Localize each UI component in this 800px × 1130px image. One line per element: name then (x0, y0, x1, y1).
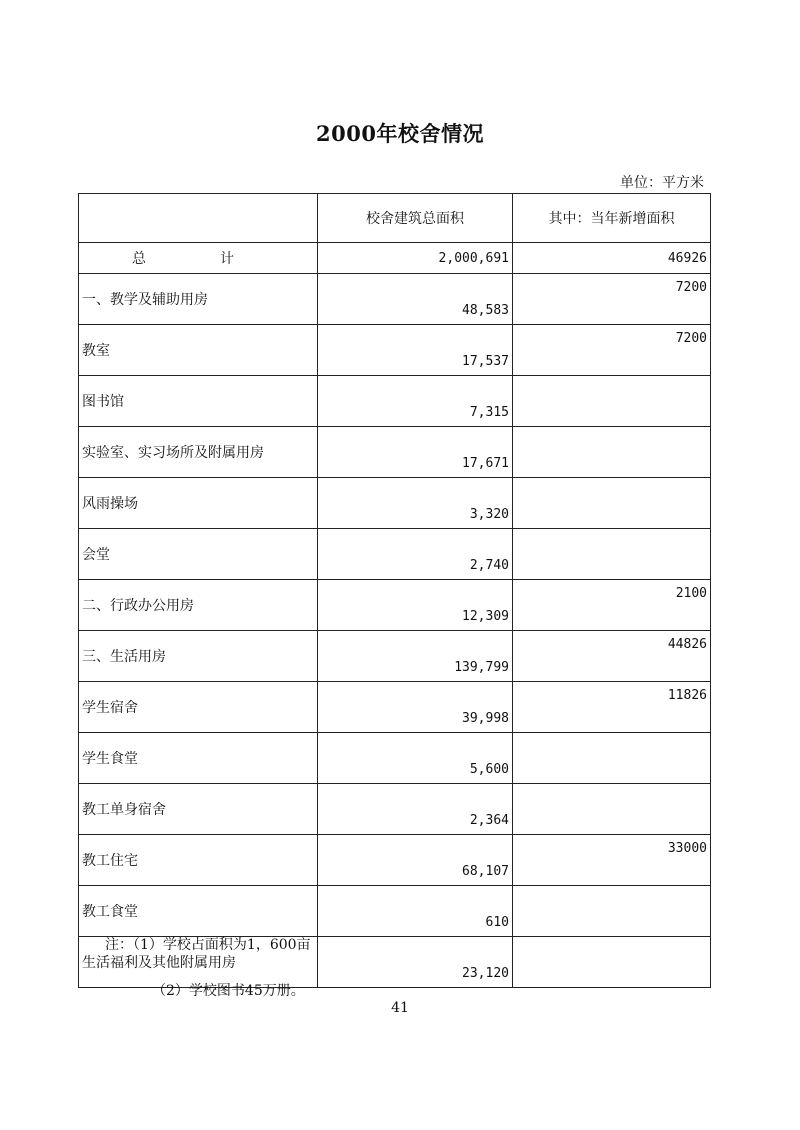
row-label: 学生食堂 (79, 733, 318, 784)
row-label: 总 计 (79, 243, 318, 274)
row-total-area: 3,320 (318, 478, 513, 529)
table-row (79, 733, 711, 784)
page-number: 41 (391, 1000, 409, 1016)
campus-buildings-table (78, 193, 711, 988)
row-new-area: 7200 (513, 325, 711, 376)
row-label: 三、生活用房 (79, 631, 318, 682)
table-row (79, 529, 711, 580)
row-total-area: 610 (318, 886, 513, 937)
table-header-row (79, 194, 711, 243)
table-row (79, 243, 711, 274)
row-label: 教工食堂 (79, 886, 318, 937)
table-row (79, 631, 711, 682)
row-new-area (513, 376, 711, 427)
row-new-area: 46926 (513, 243, 711, 274)
row-new-area (513, 478, 711, 529)
row-label: 学生宿舍 (79, 682, 318, 733)
row-label: 生活福利及其他附属用房 (79, 937, 318, 988)
header-blank (79, 194, 318, 243)
row-total-area: 7,315 (318, 376, 513, 427)
table-row (79, 376, 711, 427)
row-new-area (513, 784, 711, 835)
row-new-area: 11826 (513, 682, 711, 733)
row-new-area (513, 937, 711, 988)
row-label: 二、行政办公用房 (79, 580, 318, 631)
row-label: 一、教学及辅助用房 (79, 274, 318, 325)
row-label: 教工单身宿舍 (79, 784, 318, 835)
row-new-area (513, 529, 711, 580)
row-label: 会堂 (79, 529, 318, 580)
row-total-area: 139,799 (318, 631, 513, 682)
row-total-area: 23,120 (318, 937, 513, 988)
row-label: 图书馆 (79, 376, 318, 427)
row-total-area: 2,740 (318, 529, 513, 580)
unit-label: 单位：平方米 (620, 175, 704, 191)
header-total-area: 校舍建筑总面积 (318, 194, 513, 243)
row-total-area: 48,583 (318, 274, 513, 325)
row-new-area (513, 886, 711, 937)
row-new-area: 7200 (513, 274, 711, 325)
table-row (79, 886, 711, 937)
row-total-area: 68,107 (318, 835, 513, 886)
page-title: 2000年校舍情况 (316, 121, 484, 146)
table-row (79, 478, 711, 529)
row-total-area: 5,600 (318, 733, 513, 784)
row-new-area: 33000 (513, 835, 711, 886)
row-new-area (513, 427, 711, 478)
row-new-area: 2100 (513, 580, 711, 631)
row-total-area: 2,000,691 (318, 243, 513, 274)
row-total-area: 17,671 (318, 427, 513, 478)
row-label: 教工住宅 (79, 835, 318, 886)
row-new-area (513, 733, 711, 784)
row-total-area: 12,309 (318, 580, 513, 631)
table-row (79, 274, 711, 325)
note-library-books: （2）学校图书45万册。 (152, 983, 305, 999)
row-total-area: 2,364 (318, 784, 513, 835)
row-total-area: 39,998 (318, 682, 513, 733)
row-label: 实验室、实习场所及附属用房 (79, 427, 318, 478)
table-row (79, 682, 711, 733)
table-row (79, 580, 711, 631)
table-row (79, 784, 711, 835)
table-row (79, 427, 711, 478)
table-row (79, 325, 711, 376)
header-new-area: 其中：当年新增面积 (513, 194, 711, 243)
row-label: 教室 (79, 325, 318, 376)
row-total-area: 17,537 (318, 325, 513, 376)
table-row (79, 835, 711, 886)
row-label: 风雨操场 (79, 478, 318, 529)
note-land-area: 注：（1）学校占面积为1，600亩 (105, 937, 311, 953)
row-new-area: 44826 (513, 631, 711, 682)
